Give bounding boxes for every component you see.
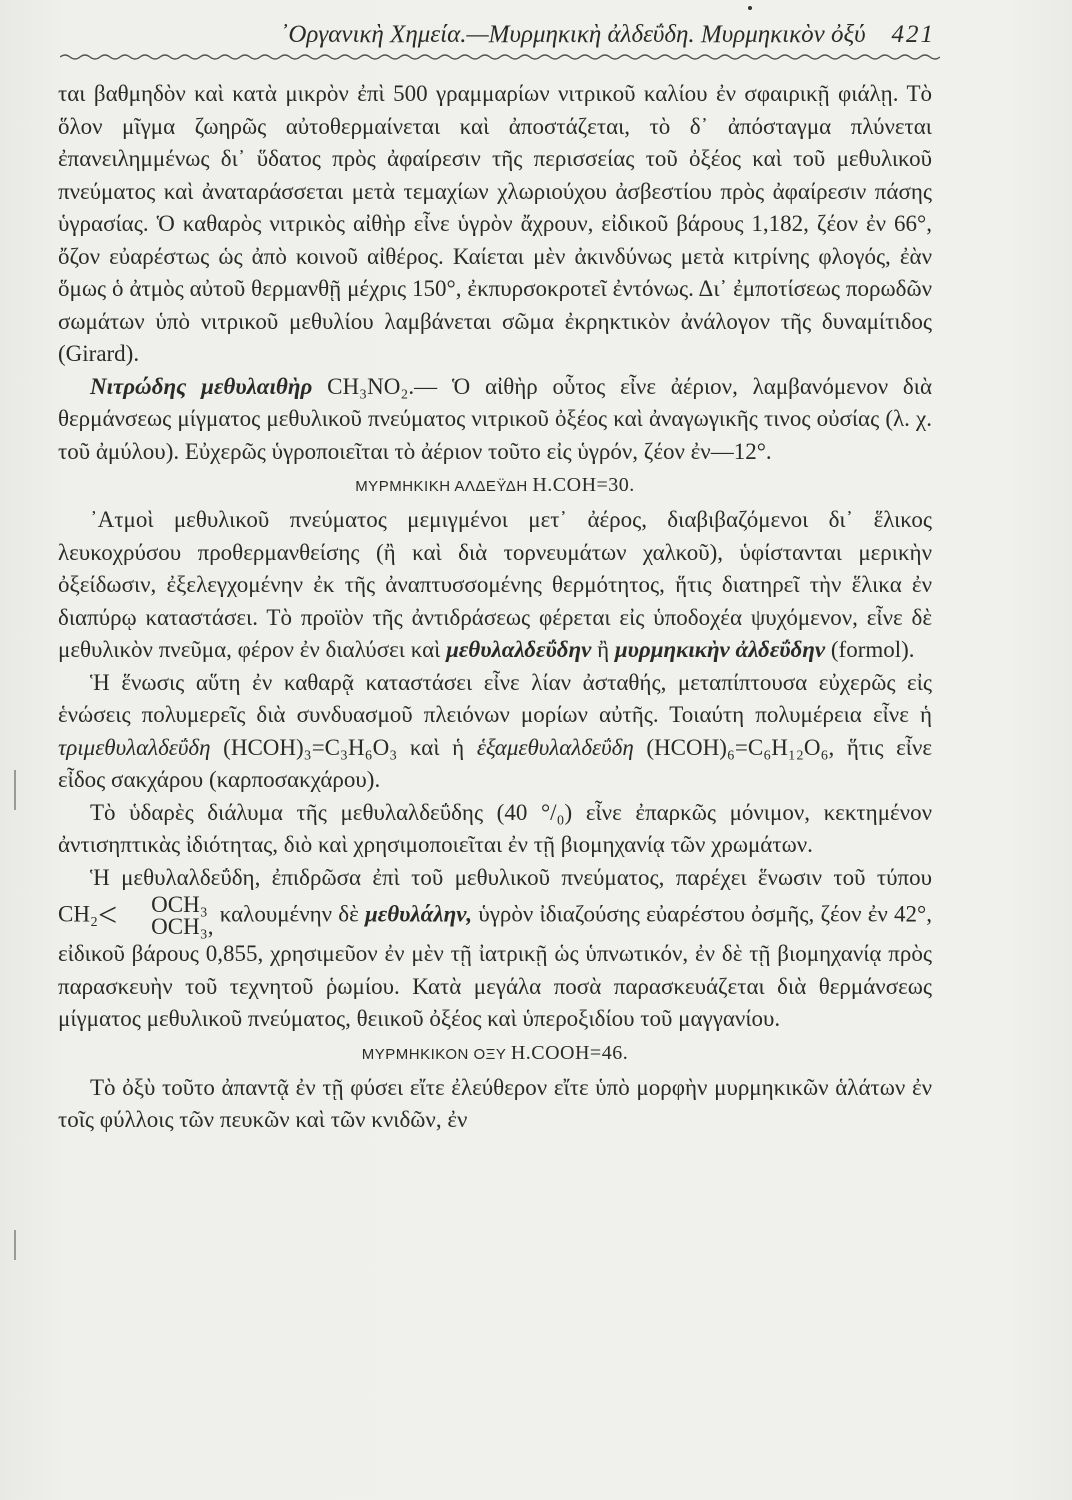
formula-top: OCH₃ [151,892,208,917]
paragraph-solution: Τὸ ὑδαρὲς διάλυμα τῆς μεθυλαλδεΰδης (40 °/₀) εἶνε ἐπαρκῶς μόνιμον, κεκτημένον ἀντισηπτικὰς ἰδιότητας, διὸ καὶ χρησιμοποιεῖται ἐν τῇ βιομηχανίᾳ τῶν χρωμάτων. [58,799,932,857]
term-methylal: μεθυλάλην, [365,901,473,927]
term-methyl-nitrite: Νιτρώδης μεθυλαιθὴρ [90,373,313,399]
heading-label: ΜΥΡΜΗΚΙΚΟΝ ΟΞΥ [361,1045,507,1063]
term-hexamethylaldehyde: ἑξαμεθυλαλδεΰδη [476,734,634,760]
paragraph-text: (HCOH)₆=C₆H₁₂O₆, ἥτις εἶνε εἶδος σακχάρου (καρποσακχάρου). [58,734,932,792]
paragraph-text: ὑγρὸν ἰδιαζούσης εὐαρέστου ὀσμῆς, ζέον ἐν 42°, εἰδικοῦ βάρους 0,855, χρησιμεῦον ἐν μὲν τῇ ἰατρικῇ ὡς ὑπνωτικόν, ἐν δὲ τῇ βιομηχανίᾳ πρὸς παρασκευὴν τοῦ τεχνητοῦ ῥωμίου. Κατὰ μεγάλα ποσὰ παρασκευάζεται διὰ θερμάνσεως μίγματος μεθυλικοῦ πνεύματος, θειικοῦ ὀξέος καὶ ὑπεροξιδίου τοῦ μαγγανίου. [58,901,932,1031]
paragraph-text: (HCOH)₃=C₃H₆O₃ καὶ ἡ [210,734,477,760]
paragraph-text: (formol). [825,637,915,662]
term-formic-aldehyde: μυρμηκικὴν ἀλδεΰδην [614,637,826,662]
section-heading-formic-acid [58,1036,932,1072]
header-title: ᾿Οργανικὴ Χημεία.—Μυρμηκικὴ ἀλδεΰδη. Μυρμηκικὸν ὀξύ [280,21,866,48]
formula-bottom: OCH₃, [151,914,214,939]
paragraph-text: ἢ [591,637,615,662]
section-heading-formaldehyde [58,468,932,504]
paragraph-text: ᾿Ατμοὶ μεθυλικοῦ πνεύματος μεμιγμένοι μετ᾿ ἀέρος, διαβιβαζόμενοι δι᾿ ἕλικος λευκοχρύσου προθερμανθείσης (ἢ καὶ διὰ τορνευμάτων χαλκοῦ), ὑφίστανται μερικὴν ὀξείδωσιν, ἐξελεγχομένην ἐκ τῆς ἀναπτυσσομένης θερμότητος, ἥτις διατηρεῖ τὴν ἕλικα ἐν διαπύρῳ καταστάσει. Τὸ προϊὸν τῆς ἀντιδράσεως φέρεται εἰς ὑποδοχέα ψυχόμενον, εἶνε δὲ μεθυλικὸν πνεῦμα, φέρον ἐν διαλύσει καὶ [58,507,932,662]
paragraph-formic-acid: Τὸ ὀξὺ τοῦτο ἀπαντᾷ ἐν τῇ φύσει εἴτε ἐλεύθερον εἴτε ὑπὸ μορφὴν μυρμηκικῶν ἁλάτων ἐν τοῖς φύλλοις τῶν πευκῶν καὶ τῶν κνιδῶν, ἐν [58,1074,932,1132]
header-wavy-rule [60,52,940,62]
margin-mark [14,1230,16,1260]
page-number: 421 [891,21,935,48]
paragraph-text: καλουμένην δὲ [213,901,365,927]
paragraph-methyl-nitrate: ται βαθμηδὸν καὶ κατὰ μικρὸν ἐπὶ 500 γραμμαρίων νιτρικοῦ καλίου ἐν σφαιρικῇ φιάλῃ. Τὸ ὅλον μῖγμα ζωηρῶς αὐτοθερμαίνεται καὶ ἀποστάζεται, τὸ δ᾿ ἀπόσταγμα πλύνεται ἐπανειλημμένως δι᾿ ὕδατος πρὸς ἀφαίρεσιν τῆς περισσείας τοῦ ὀξέος καὶ τοῦ μεθυλικοῦ πνεύματος καὶ ἀναταράσσεται μετὰ τεμαχίων χλωριούχου ἀσβεστίου πρὸς ἀφαίρεσιν πάσης ὑγρασίας. Ὁ καθαρὸς νιτρικὸς αἰθὴρ εἶνε ὑγρὸν ἄχρουν, εἰδικοῦ βάρους 1,182, ζέον ἐν 66°, ὄζον εὐαρέστως ὡς ἀπὸ κοινοῦ αἰθέρος. Καίεται μὲν ἀκινδύνως μετὰ κιτρίνης φλογός, ἐὰν ὅμως ὁ ἀτμὸς αὐτοῦ θερμανθῇ μέχρις 150°, ἐκπυρσοκροτεῖ ἐντόνως. Δι᾿ ἐμποτίσεως πορωδῶν σωμάτων ὑπὸ νιτρικοῦ μεθυλίου λαμβάνεται σῶμα ἐκρηκτικὸν ἀνάλογον τῆς δυναμίτιδος (Girard). [58,81,932,366]
paragraph-text: Ἡ μεθυλαλδεΰδη, ἐπιδρῶσα ἐπὶ τοῦ μεθυλικοῦ πνεύματος, παρέχει ἕνωσιν τοῦ τύπου CH₂ [58,864,932,927]
ink-dot [748,6,752,10]
less-than-sign: < [97,896,118,934]
term-methylaldehyde: μεθυλαλδεΰδην [446,637,592,662]
term-trimethylaldehyde: τριμεθυλαλδεΰδη [58,734,211,760]
paragraph-methylal [58,862,932,1036]
paragraph-formaldehyde-prep [58,504,932,667]
heading-formula: H.COOH=46. [510,1041,629,1064]
formula: CH₃NO₂. [327,373,415,399]
body-text [58,78,932,1137]
paragraph-text: Ἡ ἕνωσις αὕτη ἐν καθαρᾷ καταστάσει εἶνε λίαν ἀσταθής, μεταπίπτουσα εὐχερῶς εἰς ἑνώσεις πολυμερεῖς διὰ συνδυασμοῦ πλειόνων μορίων αὐτῆς. Τοιαύτη πολυμέρεια εἶνε ἡ [58,669,932,727]
heading-label: ΜΥΡΜΗΚΙΚΗ ΑΛΔΕΫΔΗ [355,478,528,495]
heading-formula: H.COH=30. [532,474,635,496]
paragraph-text: — Ὁ αἰθὴρ οὗτος εἶνε ἀέριον, λαμβανόμενον διὰ θερμάνσεως μίγματος μεθυλικοῦ πνεύματος νιτρικοῦ ὀξέος καὶ ἀναγωγικῆς τινος οὐσίας (λ. χ. τοῦ ἀμύλου). Εὐχερῶς ὑγροποιεῖται τὸ ἀέριον τοῦτο εἰς ὑγρόν, ζέον ἐν—12°. [58,373,933,464]
running-header [60,18,935,52]
methylal-formula [119,894,213,938]
paragraph-methyl-nitrite [58,371,932,469]
margin-mark [14,770,16,810]
paragraph-polymers [58,667,932,797]
